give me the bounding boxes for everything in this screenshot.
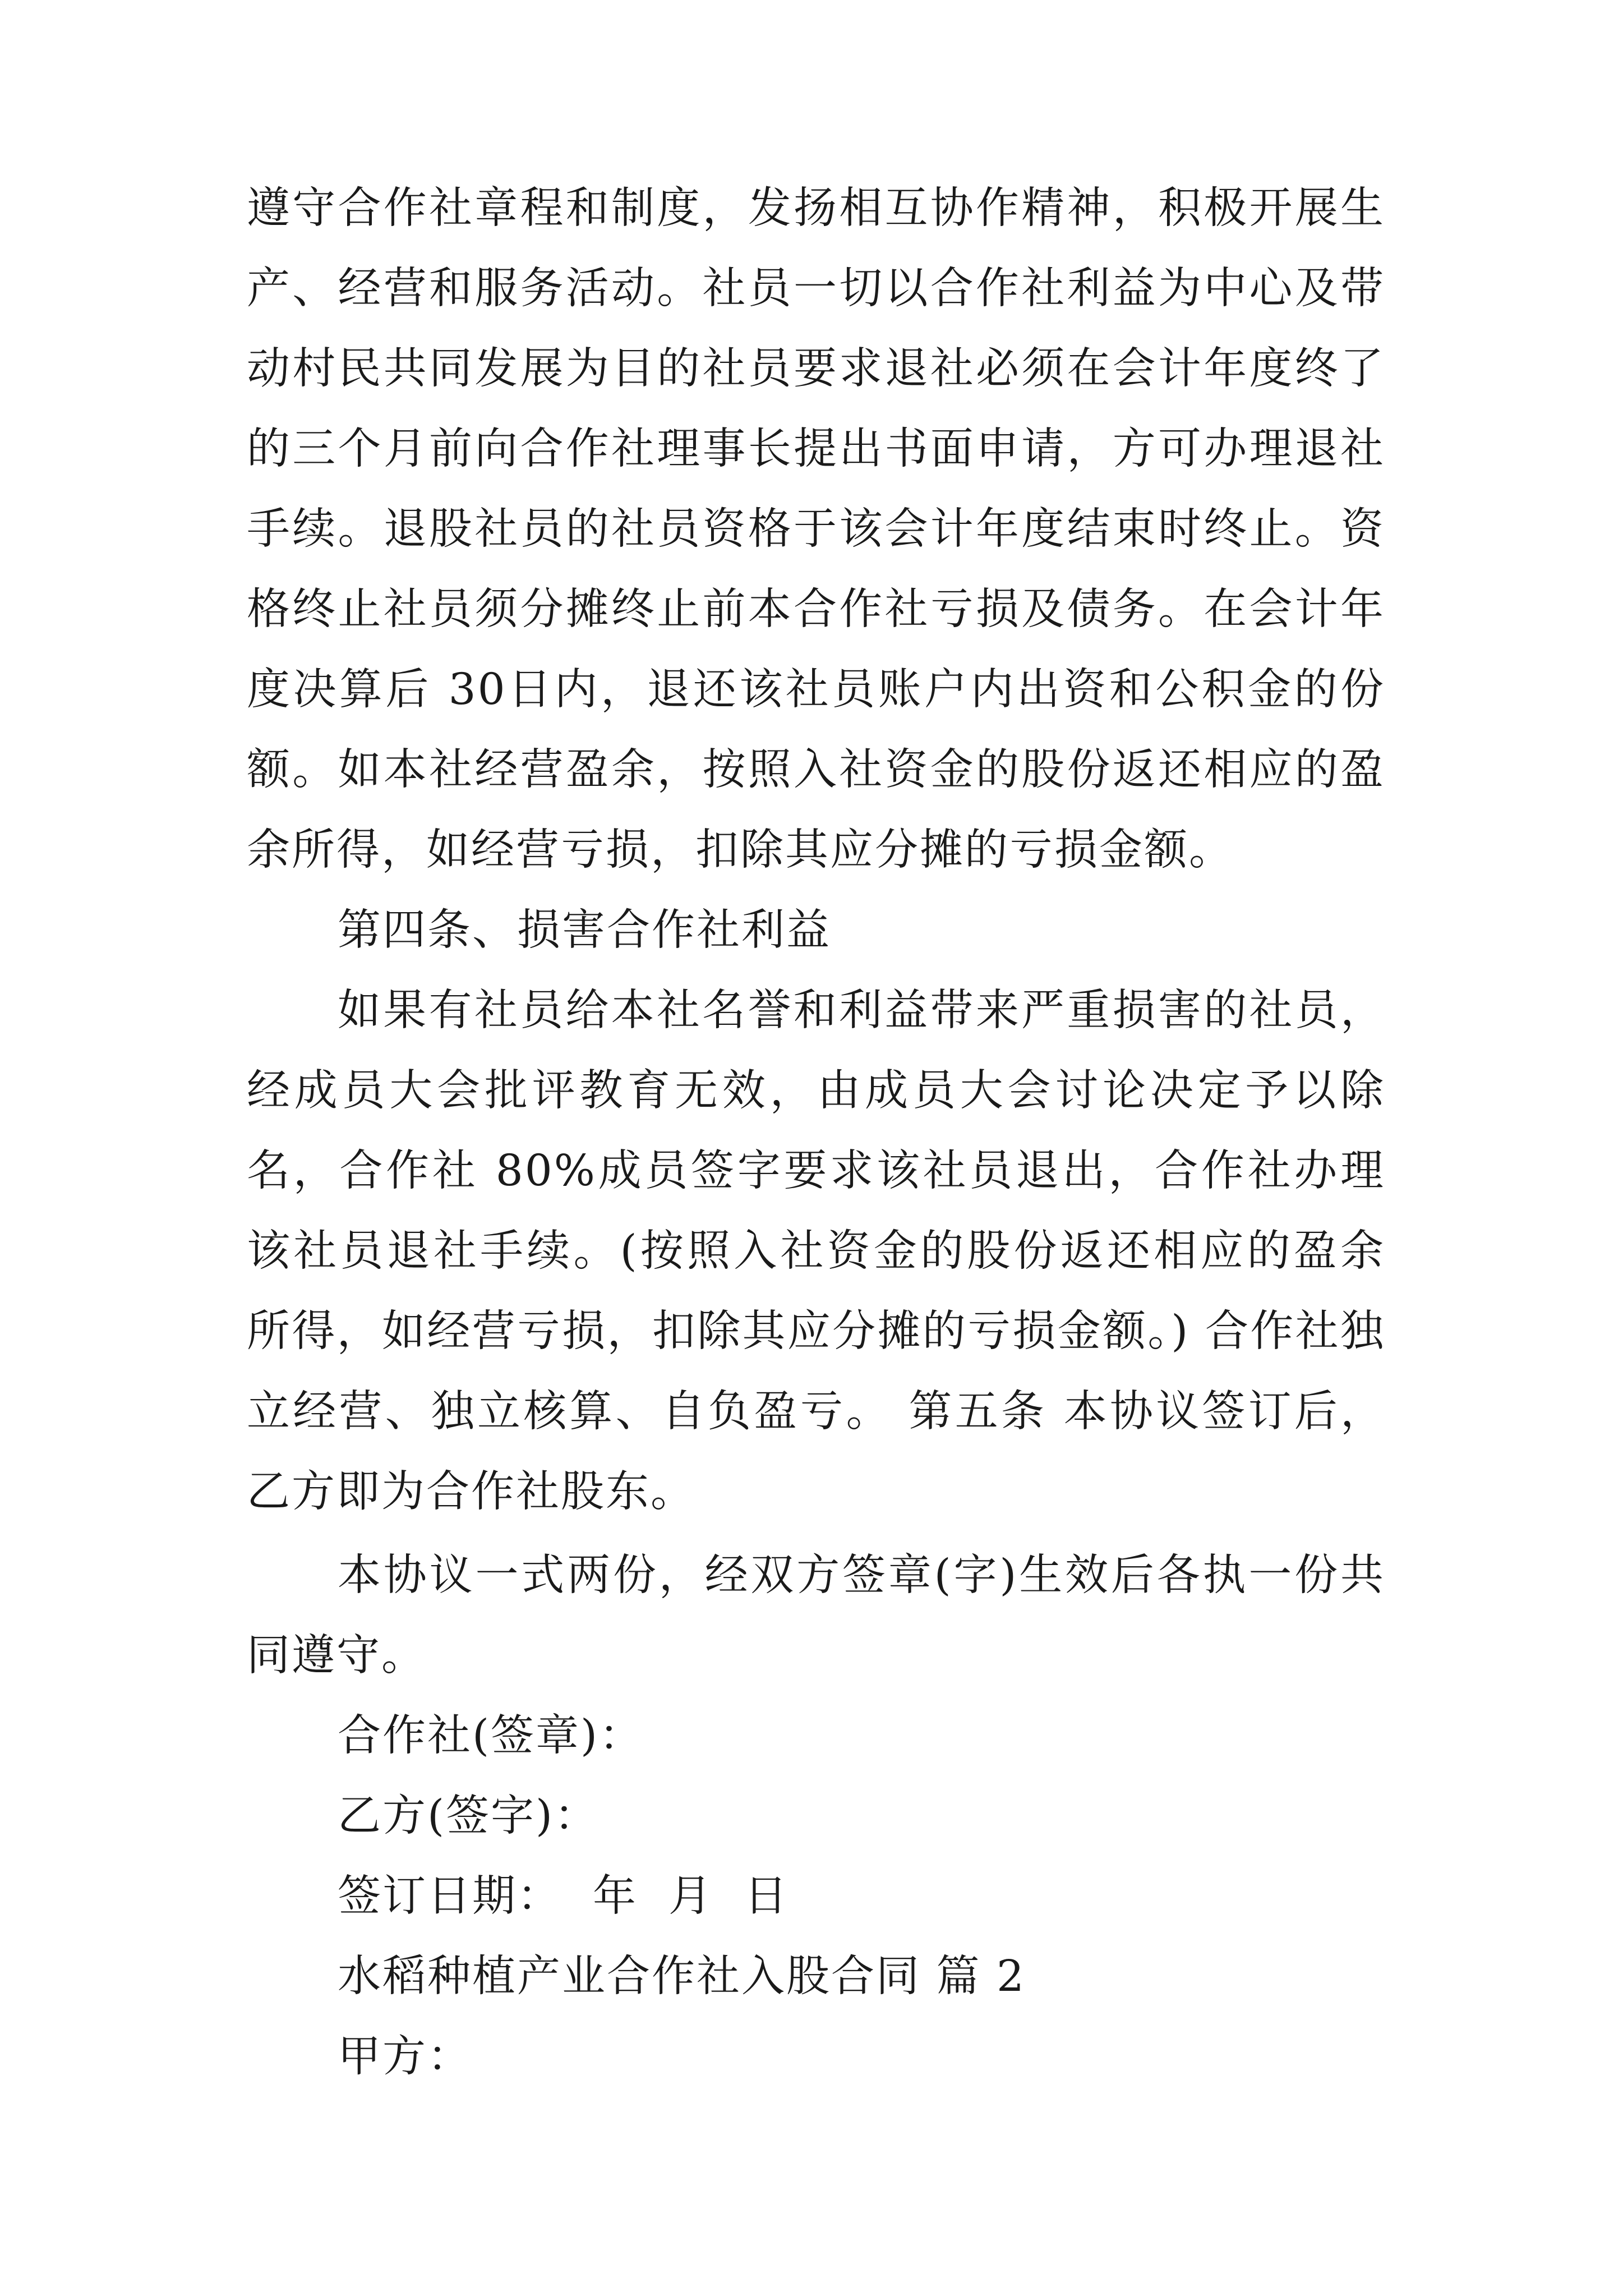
party-b-signature-line: 乙方(签字)： [338, 1791, 600, 1841]
article-4-heading: 第四条、损害合作社利益 [338, 905, 831, 955]
document-body [247, 168, 1385, 2097]
cooperative-seal-line: 合作社(签章)： [338, 1711, 644, 1761]
signing-date-line: 签订日期： 年 月 日 [338, 1871, 789, 1921]
contract-title-part-2: 水稻种植产业合作社入股合同 篇 2 [338, 1952, 1026, 2001]
paragraph-withdrawal-terms: 遵守合作社章程和制度，发扬相互协作精神，积极开展生产、经营和服务活动。社员一切以合作社利益为中心及带动村民共同发展为目的社员要求退社必须在会计年度终了的三个月前向合作社理事长提出书面申请，方可办理退社手续。退股社员的社员资格于该会计年度结束时终止。资格终止社员须分摊终止前本合作社亏损及债务。在会计年度决算后 30日内，退还该社员账户内出资和公积金的份额。如本社经营盈余，按照入社资金的股份返还相应的盈余所得，如经营亏损，扣除其应分摊的亏损金额。 [247, 183, 1385, 875]
paragraph-expulsion-terms: 如果有社员给本社名誉和利益带来严重损害的社员，经成员大会批评教育无效，由成员大会讨论决定予以除名，合作社 80%成员签字要求该社员退出，合作社办理该社员退社手续。(按照入社资金的股份返还相应的盈余所得，如经营亏损，扣除其应分摊的亏损金额。) 合作社独立经营、独立核算、自负盈亏。 第五条 本协议签订后，乙方即为合作社股东。 [247, 986, 1385, 1517]
paragraph-copies-clause: 本协议一式两份，经双方签章(字)生效后各执一份共同遵守。 [247, 1550, 1385, 1681]
party-a-line: 甲方： [338, 2032, 472, 2082]
